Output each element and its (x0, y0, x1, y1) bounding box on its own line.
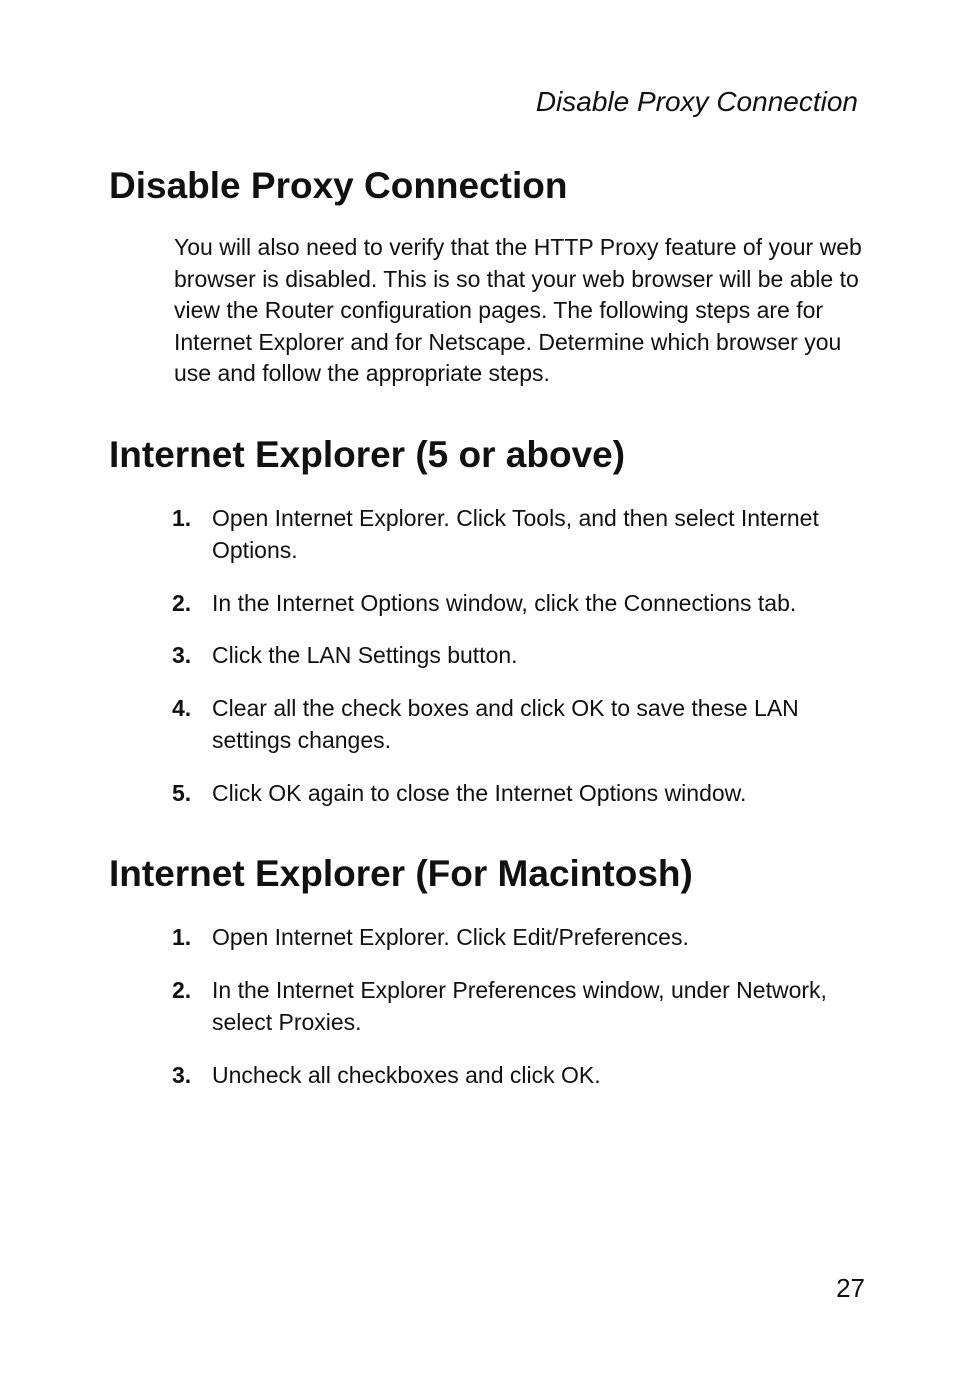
section-title-ie-mac: Internet Explorer (For Macintosh) (109, 853, 693, 894)
step-number: 3. (172, 642, 192, 668)
step-number: 2. (172, 977, 192, 1003)
step-text: In the Internet Options window, click the Connections tab. (212, 590, 797, 616)
list-item (172, 587, 872, 619)
step-number: 2. (172, 590, 192, 616)
step-text: In the Internet Explorer Preferences window, under Network, select Proxies. (212, 977, 827, 1035)
step-text: Clear all the check boxes and click OK to save these LAN settings changes. (212, 695, 799, 753)
step-text: Open Internet Explorer. Click Tools, and then select Internet Options. (212, 505, 819, 563)
step-text: Click the LAN Settings button. (212, 642, 518, 668)
ie-mac-steps-list (172, 921, 872, 1091)
step-text: Open Internet Explorer. Click Edit/Preferences. (212, 924, 689, 950)
list-item (172, 974, 872, 1038)
list-item (172, 639, 872, 671)
step-number: 1. (172, 924, 192, 950)
list-item (172, 502, 872, 566)
list-item (172, 921, 872, 953)
step-number: 3. (172, 1062, 192, 1088)
step-text: Click OK again to close the Internet Options window. (212, 780, 747, 806)
step-text: Uncheck all checkboxes and click OK. (212, 1062, 601, 1088)
list-item (172, 1059, 872, 1091)
list-item (172, 692, 872, 756)
step-number: 1. (172, 505, 192, 531)
ie5-steps-list (172, 502, 872, 809)
intro-paragraph: You will also need to verify that the HTTP Proxy feature of your web browser is disabled. This is so that your web browser will be able to view the Router configuration pages. The following steps are for Internet Explorer and for Netscape. Determine which browser you use and follow the appropriate steps. (174, 234, 862, 386)
section-title-disable-proxy: Disable Proxy Connection (109, 165, 568, 206)
running-header: Disable Proxy Connection (535, 86, 858, 117)
step-number: 5. (172, 780, 192, 806)
list-item (172, 777, 872, 809)
section-title-ie5: Internet Explorer (5 or above) (109, 434, 626, 475)
step-number: 4. (172, 695, 192, 721)
page-number: 27 (836, 1273, 865, 1303)
